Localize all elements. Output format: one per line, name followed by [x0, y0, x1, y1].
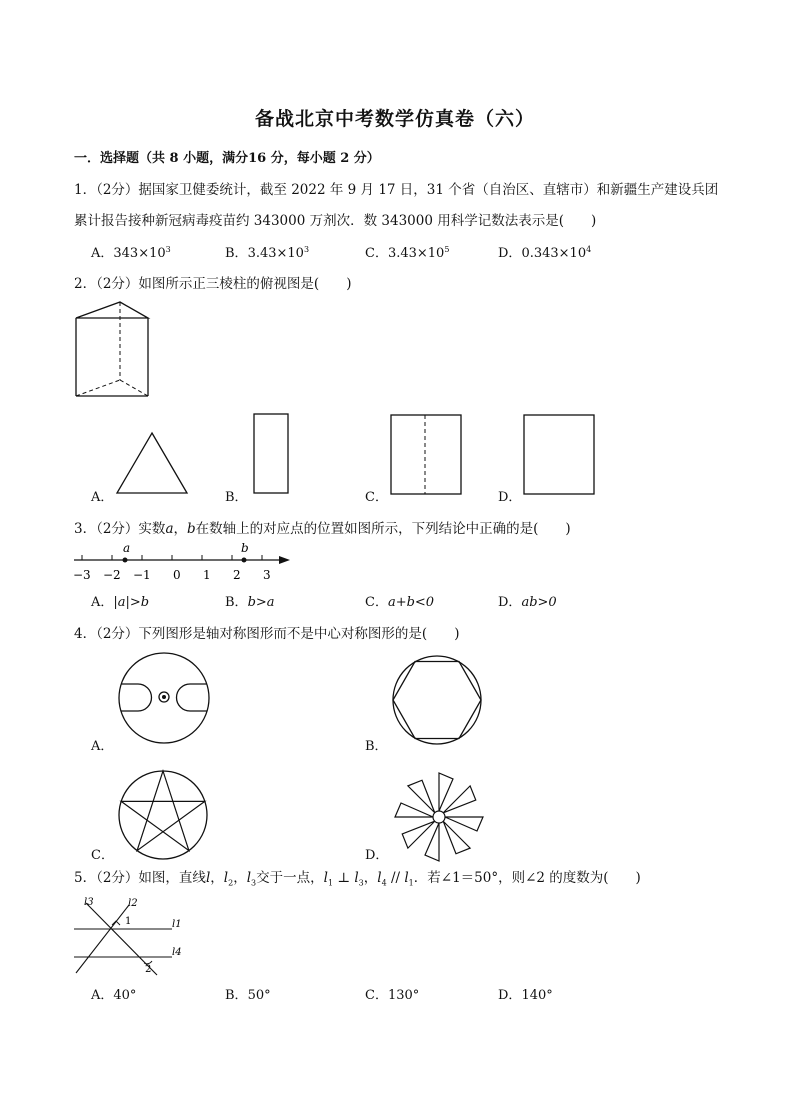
q2-option-a-label[interactable]: A．	[91, 490, 114, 505]
q3-option-d[interactable]: D．ab>0	[498, 595, 557, 610]
q2-option-b-rectangle[interactable]	[252, 412, 292, 496]
label-l3: l3	[84, 897, 94, 908]
q3-option-c[interactable]: C．a+b<0	[365, 595, 435, 610]
q3-option-a[interactable]: A．|a|>b	[91, 595, 150, 610]
q4-option-a-figure[interactable]	[116, 650, 212, 746]
q4-option-d-label[interactable]: D．	[365, 848, 389, 863]
q2-stem: 2．（2分）如图所示正三棱柱的俯视图是( )	[74, 276, 352, 292]
q1-option-b[interactable]: B．$3.43\times 10^3$	[225, 245, 310, 261]
q2-option-b-label[interactable]: B．	[225, 490, 248, 505]
q5-option-c[interactable]: C．130°	[365, 988, 420, 1003]
q5-option-d[interactable]: D．140°	[498, 988, 553, 1003]
q4-option-b-label[interactable]: B．	[365, 739, 388, 754]
tick-label: 3	[263, 568, 271, 582]
tick-label: 0	[173, 568, 181, 582]
q4-option-c-label[interactable]: C．	[91, 848, 114, 863]
q5-stem: 5．（2分）如图，直线l，$l_2$，$l_3$交于一点，$l_1$ ⊥ $l_3$，$l_4 // l_1$．若∠1＝50°，则∠2 的度数为( )	[74, 870, 641, 888]
q4-option-c-figure[interactable]	[116, 768, 210, 862]
section-heading: 一．选择题（共 8 小题，满分16 分，每小题 2 分）	[74, 151, 380, 166]
q3-stem: 3．（2分）实数a，b在数轴上的对应点的位置如图所示，下列结论中正确的是( )	[74, 521, 571, 537]
tick-label: 1	[203, 568, 211, 582]
label-angle-2: 2	[145, 964, 152, 975]
label-l4: l4	[172, 947, 182, 958]
q1-option-a[interactable]: A．$343\times 10^3$	[91, 245, 171, 261]
q2-prism-figure	[70, 300, 160, 400]
q2-option-a-triangle[interactable]	[114, 430, 190, 496]
q3-number-line	[70, 538, 300, 583]
point-b-label: b	[241, 541, 249, 555]
q2-option-c-label[interactable]: C．	[365, 490, 388, 505]
label-l1: l1	[172, 919, 182, 930]
tick-label: 2	[233, 568, 241, 582]
q5-lines-figure	[72, 895, 192, 975]
q2-option-d-label[interactable]: D．	[498, 490, 522, 505]
q4-option-d-pinwheel[interactable]	[390, 768, 488, 866]
label-l2: l2	[128, 898, 138, 909]
q1-stem-line2: 累计报告接种新冠病毒疫苗约 343000 万剂次．数 343000 用科学记数法表示是( )	[74, 213, 597, 229]
q2-option-c-rect-dashed[interactable]	[389, 412, 465, 496]
q5-option-b[interactable]: B．50°	[225, 988, 271, 1003]
q2-option-d-square[interactable]	[522, 412, 598, 496]
label-angle-1: 1	[125, 916, 132, 927]
page-title: 备战北京中考数学仿真卷（六）	[254, 108, 535, 130]
tick-label: −3	[73, 568, 91, 582]
q1-stem-line1: 1．（2分）据国家卫健委统计，截至 2022 年 9 月 17 日，31 个省（自治区、直辖市）和新疆生产建设兵团	[74, 182, 719, 198]
q3-option-b[interactable]: B．b>a	[225, 595, 275, 610]
point-a-label: a	[123, 541, 131, 555]
q4-stem: 4．（2分）下列图形是轴对称图形而不是中心对称图形的是( )	[74, 626, 460, 642]
q1-option-c[interactable]: C．$3.43\times 10^5$	[365, 245, 450, 261]
tick-label: −2	[103, 568, 121, 582]
tick-label: −1	[133, 568, 151, 582]
q4-option-b-figure[interactable]	[390, 653, 484, 747]
q1-option-d[interactable]: D．$0.343\times 10^4$	[498, 245, 592, 261]
q5-option-a[interactable]: A．40°	[91, 988, 137, 1003]
q4-option-a-label[interactable]: A．	[91, 739, 114, 754]
